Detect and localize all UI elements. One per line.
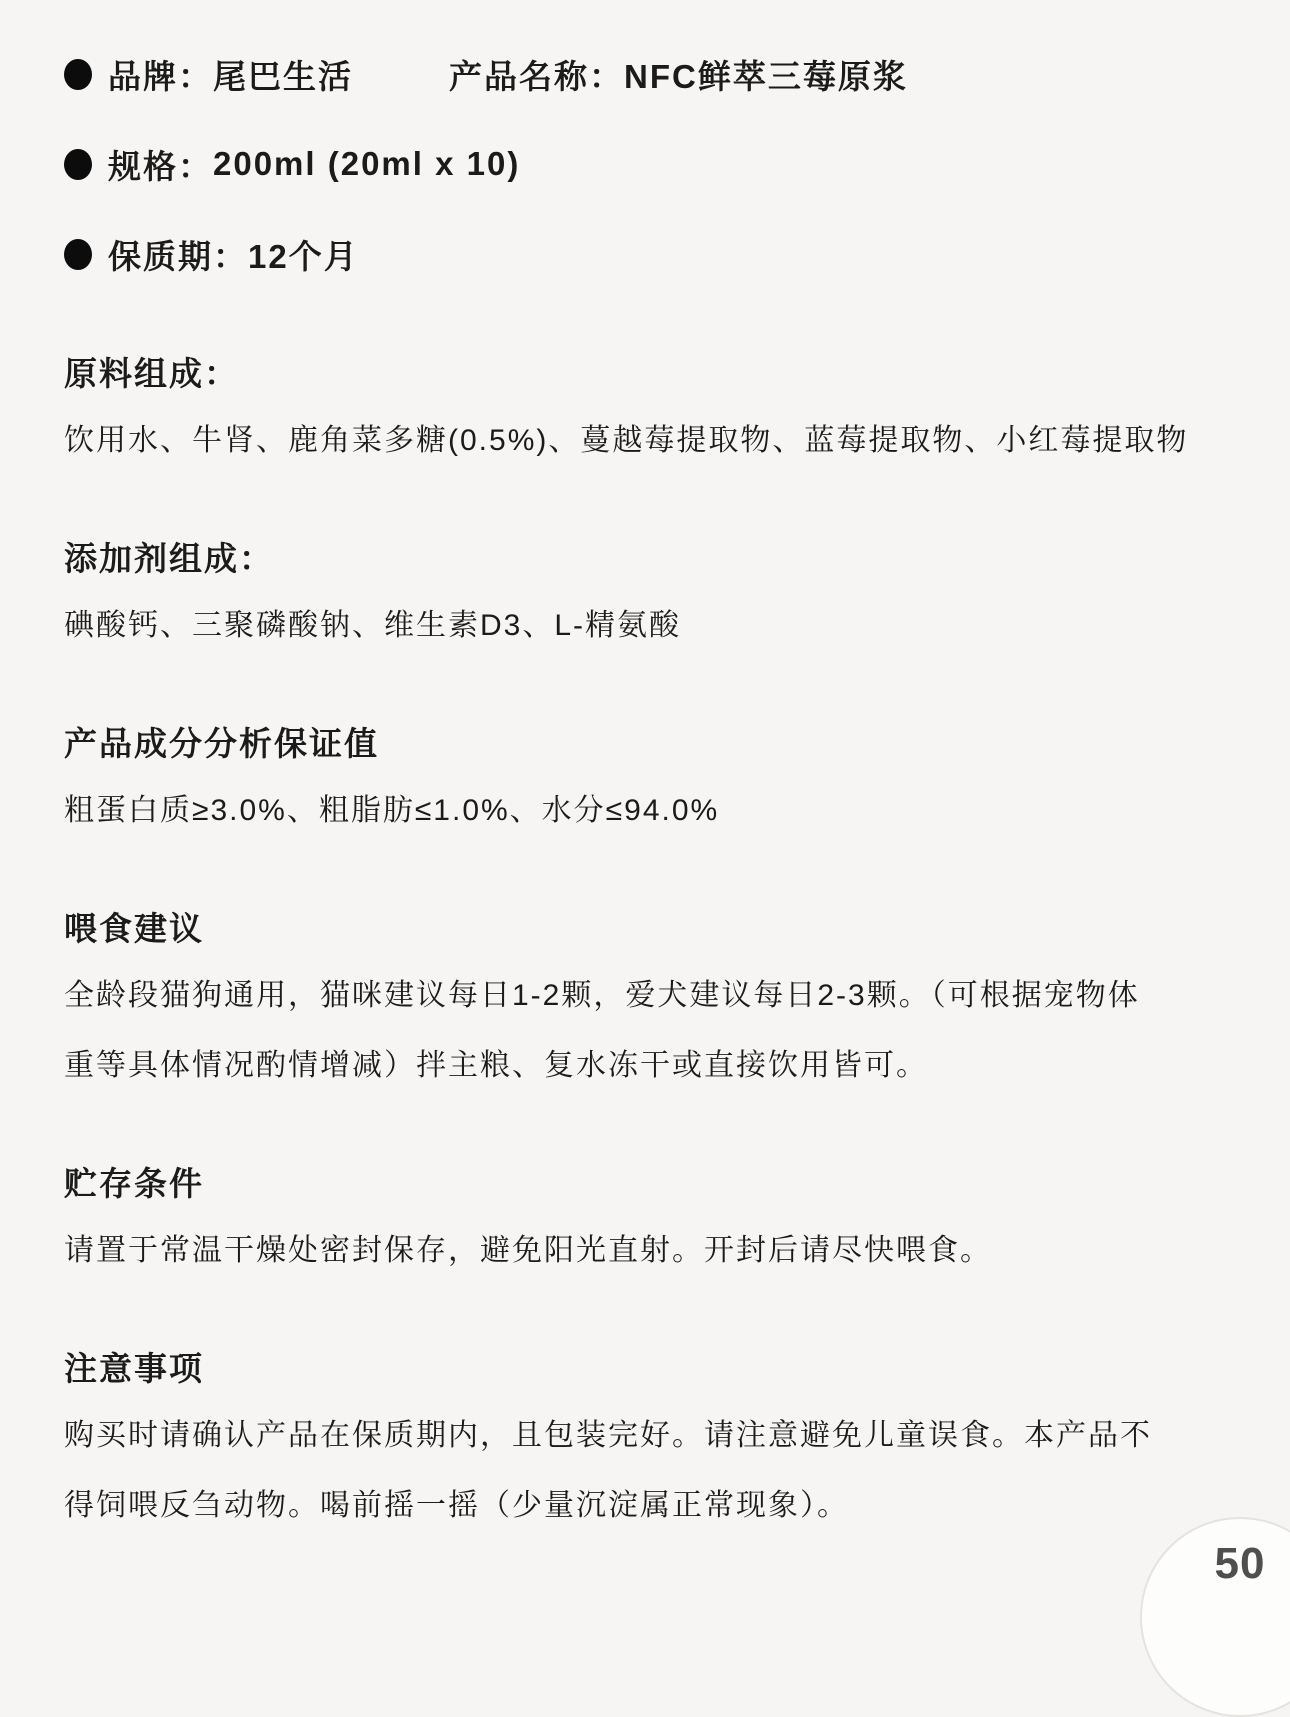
section-storage-conditions <box>64 1162 1238 1286</box>
section-body-line: 得饲喂反刍动物。喝前摇一摇（少量沉淀属正常现象）。 <box>64 1489 849 1522</box>
floating-badge-label: 50 <box>1214 1539 1266 1588</box>
section-body-line: 碘酸钙、三聚磷酸钠、维生素D3、L-精氨酸 <box>64 609 682 642</box>
section-heading: 喂食建议 <box>64 910 204 947</box>
section-body <box>64 591 1238 661</box>
section-feeding-advice <box>64 907 1238 1101</box>
spec-value: 200ml (20ml x 10) <box>213 145 521 182</box>
section-heading: 贮存条件 <box>64 1165 204 1202</box>
floating-badge-button[interactable] <box>1140 1517 1290 1717</box>
shelf-life-value: 12个月 <box>248 237 359 275</box>
section-body-line: 粗蛋白质≥3.0%、粗脂肪≤1.0%、水分≤94.0% <box>64 794 720 827</box>
spec-row <box>64 142 1238 186</box>
brand-label: 品牌： <box>108 57 213 95</box>
section-precautions <box>64 1347 1238 1541</box>
shelf-life-row <box>64 232 1238 276</box>
product-name-label: 产品名称： <box>449 57 624 95</box>
bullet-icon <box>64 59 92 90</box>
section-body <box>64 406 1238 476</box>
spec-label: 规格： <box>108 147 213 185</box>
section-body-line: 全龄段猫狗通用，猫咪建议每日1-2颗，爱犬建议每日2-3颗。（可根据宠物体 <box>64 979 1140 1012</box>
section-heading: 产品成分分析保证值 <box>64 725 379 762</box>
brand-row <box>64 52 1238 96</box>
section-body <box>64 1216 1238 1286</box>
section-guaranteed-analysis <box>64 722 1238 846</box>
bullet-icon <box>64 239 92 270</box>
section-heading: 注意事项 <box>64 1350 204 1387</box>
section-heading: 原料组成： <box>64 355 239 392</box>
section-body-line: 购买时请确认产品在保质期内，且包装完好。请注意避免儿童误食。本产品不 <box>64 1419 1152 1452</box>
section-heading: 添加剂组成： <box>64 540 274 577</box>
section-raw-ingredients <box>64 352 1238 476</box>
section-body-line: 请置于常温干燥处密封保存，避免阳光直射。开封后请尽快喂食。 <box>64 1234 992 1267</box>
bullet-icon <box>64 149 92 180</box>
shelf-life-label: 保质期： <box>108 237 248 275</box>
section-body <box>64 961 1238 1101</box>
section-body <box>64 776 1238 846</box>
brand-value: 尾巴生活 <box>213 57 353 95</box>
section-additives <box>64 537 1238 661</box>
product-name-value: NFC鲜萃三莓原浆 <box>624 57 908 95</box>
section-body <box>64 1401 1238 1541</box>
section-body-line: 饮用水、牛肾、鹿角菜多糖(0.5%)、蔓越莓提取物、蓝莓提取物、小红莓提取物 <box>64 424 1189 457</box>
section-body-line: 重等具体情况酌情增减）拌主粮、复水冻干或直接饮用皆可。 <box>64 1049 928 1082</box>
